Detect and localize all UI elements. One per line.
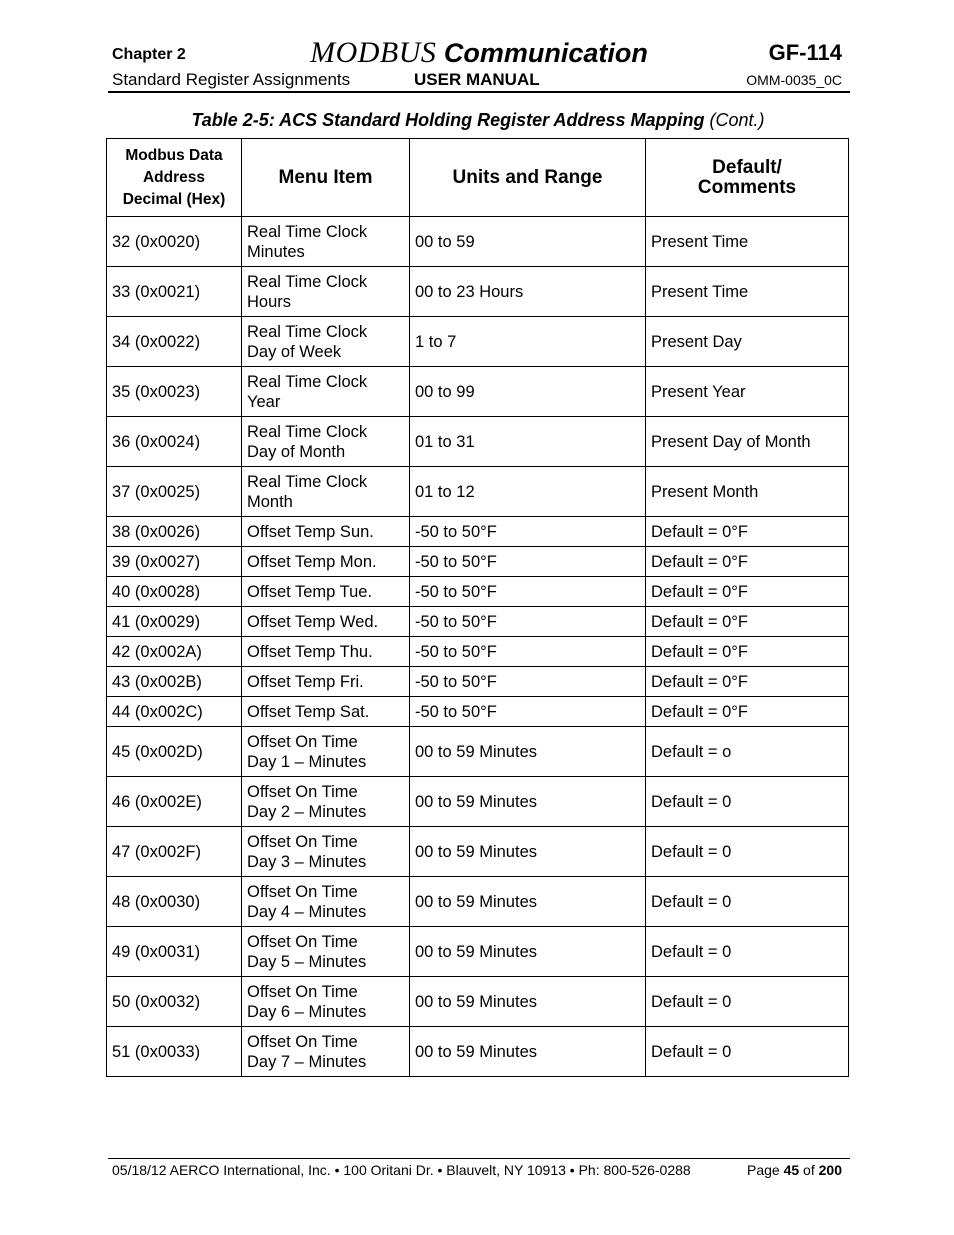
cell-menu-item <box>242 827 410 877</box>
cell-comment: Default = 0°F <box>646 667 849 697</box>
menu-item-line: Day 7 – Minutes <box>247 1052 367 1071</box>
menu-item-line: Offset On Time <box>247 732 358 751</box>
header-menu-item <box>242 139 410 217</box>
title-modbus: MODBUS <box>310 36 437 69</box>
cell-comment: Default = 0°F <box>646 517 849 547</box>
cell-comment: Present Month <box>646 467 849 517</box>
menu-item-line: Day 5 – Minutes <box>247 952 367 971</box>
table-row <box>107 927 849 977</box>
header-rule <box>108 91 850 93</box>
cell-menu-item <box>242 977 410 1027</box>
cell-units-range: 00 to 59 Minutes <box>410 777 646 827</box>
cell-units-range: -50 to 50°F <box>410 607 646 637</box>
chapter-label: Chapter 2 <box>112 46 186 63</box>
cell-units-range: -50 to 50°F <box>410 517 646 547</box>
cell-units-range: -50 to 50°F <box>410 667 646 697</box>
cell-menu-item <box>242 517 410 547</box>
caption-main: Table 2-5: ACS Standard Holding Register Address Mapping <box>191 110 705 130</box>
cell-address: 42 (0x002A) <box>107 637 242 667</box>
page-title <box>108 36 850 70</box>
document-number: OMM-0035_0C <box>746 72 842 88</box>
header-menu-item-line: Menu Item <box>278 166 373 188</box>
table-header-row <box>107 139 849 217</box>
cell-address: 40 (0x0028) <box>107 577 242 607</box>
cell-units-range: 00 to 59 Minutes <box>410 727 646 777</box>
cell-address: 35 (0x0023) <box>107 367 242 417</box>
table-row <box>107 697 849 727</box>
cell-menu-item <box>242 667 410 697</box>
header-address-line: Address <box>142 168 206 186</box>
menu-item-line: Real Time Clock <box>247 472 368 491</box>
cell-menu-item <box>242 577 410 607</box>
table-body <box>107 217 849 1077</box>
cell-menu-item <box>242 697 410 727</box>
cell-units-range: 01 to 12 <box>410 467 646 517</box>
cell-units-range: 1 to 7 <box>410 317 646 367</box>
menu-item-line: Offset On Time <box>247 882 358 901</box>
header-address <box>107 139 242 217</box>
menu-item-line: Real Time Clock <box>247 422 368 441</box>
cell-menu-item <box>242 777 410 827</box>
cell-units-range: 01 to 31 <box>410 417 646 467</box>
page-of: of <box>799 1162 819 1178</box>
cell-comment: Default = 0 <box>646 927 849 977</box>
cell-units-range: 00 to 59 <box>410 217 646 267</box>
cell-address: 32 (0x0020) <box>107 217 242 267</box>
menu-item-line: Offset Temp Thu. <box>247 642 373 661</box>
cell-units-range: 00 to 99 <box>410 367 646 417</box>
table-row <box>107 977 849 1027</box>
cell-address: 38 (0x0026) <box>107 517 242 547</box>
menu-item-line: Day 6 – Minutes <box>247 1002 367 1021</box>
menu-item-line: Offset On Time <box>247 782 358 801</box>
menu-item-line: Offset On Time <box>247 982 358 1001</box>
cell-comment: Default = 0°F <box>646 697 849 727</box>
menu-item-line: Day 2 – Minutes <box>247 802 367 821</box>
title-rest: Communication <box>436 38 648 68</box>
cell-units-range: 00 to 23 Hours <box>410 267 646 317</box>
header-address-line: Modbus Data <box>125 146 223 164</box>
cell-menu-item <box>242 317 410 367</box>
page-prefix: Page <box>747 1162 784 1178</box>
cell-comment: Default = 0°F <box>646 547 849 577</box>
menu-item-line: Offset Temp Mon. <box>247 552 377 571</box>
cell-comment: Present Day <box>646 317 849 367</box>
table-row <box>107 577 849 607</box>
menu-item-line: Offset Temp Fri. <box>247 672 364 691</box>
cell-address: 36 (0x0024) <box>107 417 242 467</box>
menu-item-line: Offset Temp Sun. <box>247 522 374 541</box>
menu-item-line: Month <box>247 492 293 511</box>
menu-item-line: Year <box>247 392 281 411</box>
table-row <box>107 607 849 637</box>
table-row <box>107 667 849 697</box>
cell-address: 44 (0x002C) <box>107 697 242 727</box>
menu-item-line: Real Time Clock <box>247 272 368 291</box>
cell-address: 47 (0x002F) <box>107 827 242 877</box>
cell-address: 45 (0x002D) <box>107 727 242 777</box>
cell-address: 33 (0x0021) <box>107 267 242 317</box>
cell-address: 51 (0x0033) <box>107 1027 242 1077</box>
cell-units-range: 00 to 59 Minutes <box>410 1027 646 1077</box>
table-row <box>107 827 849 877</box>
cell-units-range: 00 to 59 Minutes <box>410 827 646 877</box>
cell-menu-item <box>242 607 410 637</box>
header-default-comments <box>646 139 849 217</box>
cell-comment: Present Time <box>646 217 849 267</box>
header-units-range-line: Units and Range <box>452 166 603 188</box>
menu-item-line: Real Time Clock <box>247 222 368 241</box>
cell-address: 39 (0x0027) <box>107 547 242 577</box>
cell-units-range: 00 to 59 Minutes <box>410 877 646 927</box>
caption-cont: (Cont.) <box>704 110 765 130</box>
cell-units-range: 00 to 59 Minutes <box>410 977 646 1027</box>
section-subtitle: Standard Register Assignments <box>112 70 351 89</box>
table-row <box>107 367 849 417</box>
table-row <box>107 1027 849 1077</box>
menu-item-line: Day of Week <box>247 342 342 361</box>
cell-menu-item <box>242 417 410 467</box>
manual-label: USER MANUAL <box>414 70 540 89</box>
table-row <box>107 777 849 827</box>
cell-comment: Default = 0°F <box>646 577 849 607</box>
cell-comment: Default = 0°F <box>646 637 849 667</box>
model-number: GF-114 <box>768 40 842 65</box>
table-row <box>107 637 849 667</box>
cell-comment: Present Year <box>646 367 849 417</box>
page-current: 45 <box>783 1162 800 1178</box>
cell-menu-item <box>242 267 410 317</box>
menu-item-line: Day 4 – Minutes <box>247 902 367 921</box>
menu-item-line: Day 1 – Minutes <box>247 752 367 771</box>
cell-units-range: -50 to 50°F <box>410 697 646 727</box>
table-row <box>107 317 849 367</box>
cell-menu-item <box>242 367 410 417</box>
cell-menu-item <box>242 547 410 577</box>
cell-menu-item <box>242 727 410 777</box>
cell-menu-item <box>242 217 410 267</box>
cell-address: 37 (0x0025) <box>107 467 242 517</box>
cell-comment: Default = 0 <box>646 827 849 877</box>
menu-item-line: Minutes <box>247 242 305 261</box>
table-row <box>107 217 849 267</box>
table-row <box>107 267 849 317</box>
footer-rule <box>108 1158 850 1159</box>
cell-comment: Default = o <box>646 727 849 777</box>
menu-item-line: Day of Month <box>247 442 346 461</box>
menu-item-line: Hours <box>247 292 292 311</box>
cell-comment: Present Day of Month <box>646 417 849 467</box>
cell-comment: Default = 0°F <box>646 607 849 637</box>
cell-menu-item <box>242 467 410 517</box>
menu-item-line: Offset On Time <box>247 932 358 951</box>
cell-menu-item <box>242 1027 410 1077</box>
cell-address: 41 (0x0029) <box>107 607 242 637</box>
menu-item-line: Offset On Time <box>247 1032 358 1051</box>
register-table <box>106 138 849 1077</box>
cell-address: 49 (0x0031) <box>107 927 242 977</box>
cell-comment: Present Time <box>646 267 849 317</box>
cell-units-range: 00 to 59 Minutes <box>410 927 646 977</box>
menu-item-line: Day 3 – Minutes <box>247 852 367 871</box>
page-footer <box>108 1158 850 1178</box>
cell-address: 50 (0x0032) <box>107 977 242 1027</box>
cell-comment: Default = 0 <box>646 1027 849 1077</box>
footer-company-info: 05/18/12 AERCO International, Inc. • 100 Oritani Dr. • Blauvelt, NY 10913 • Ph: 800-526-0288 <box>112 1162 691 1178</box>
cell-comment: Default = 0 <box>646 977 849 1027</box>
menu-item-line: Offset Temp Wed. <box>247 612 379 631</box>
table-row <box>107 547 849 577</box>
cell-comment: Default = 0 <box>646 777 849 827</box>
table-row <box>107 417 849 467</box>
cell-address: 48 (0x0030) <box>107 877 242 927</box>
cell-address: 43 (0x002B) <box>107 667 242 697</box>
header-default-comments-line: Default/ <box>712 156 782 178</box>
menu-item-line: Offset Temp Sat. <box>247 702 370 721</box>
cell-comment: Default = 0 <box>646 877 849 927</box>
cell-units-range: -50 to 50°F <box>410 547 646 577</box>
cell-menu-item <box>242 877 410 927</box>
menu-item-line: Real Time Clock <box>247 322 368 341</box>
cell-menu-item <box>242 637 410 667</box>
table-row <box>107 877 849 927</box>
cell-units-range: -50 to 50°F <box>410 637 646 667</box>
menu-item-line: Real Time Clock <box>247 372 368 391</box>
header-address-line: Decimal (Hex) <box>122 190 226 208</box>
menu-item-line: Offset On Time <box>247 832 358 851</box>
table-caption <box>108 110 848 131</box>
page-header <box>108 36 850 94</box>
cell-menu-item <box>242 927 410 977</box>
header-units-range <box>410 139 646 217</box>
cell-address: 46 (0x002E) <box>107 777 242 827</box>
table-row <box>107 467 849 517</box>
cell-units-range: -50 to 50°F <box>410 577 646 607</box>
menu-item-line: Offset Temp Tue. <box>247 582 373 601</box>
header-default-comments-line: Comments <box>697 176 797 198</box>
page-number <box>747 1162 842 1178</box>
table-row <box>107 517 849 547</box>
page-total: 200 <box>818 1162 842 1178</box>
cell-address: 34 (0x0022) <box>107 317 242 367</box>
table-row <box>107 727 849 777</box>
